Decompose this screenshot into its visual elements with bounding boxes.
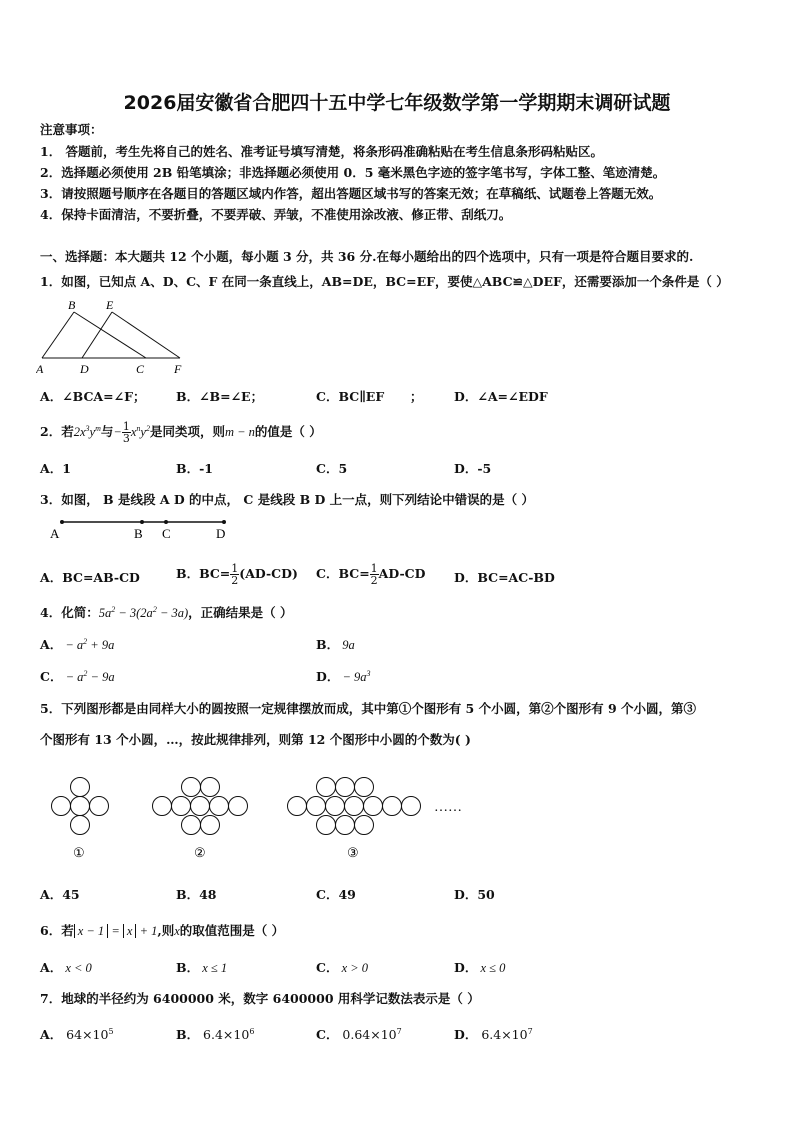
circle-pattern-figure (40, 775, 490, 865)
q6-option-d: D． x ≤ 0 (454, 960, 506, 975)
q4-option-a: A． − $a^2 + 9a$ (40, 636, 115, 652)
q6-option-b: B． x ≤ 1 (176, 960, 228, 975)
q3-option-a: A．BC=AB-CD (40, 570, 140, 585)
label-fig-2: ② (194, 845, 206, 860)
question-4-stem: 4．化简：$5a^2 - 3(2a^2 - 3a)$，正确结果是（ ） (40, 604, 293, 620)
ellipsis: …… (434, 800, 462, 815)
notice-heading: 注意事项： (40, 122, 103, 137)
q5-option-c: C．49 (316, 887, 356, 902)
q3-option-b: B．BC= $\frac{1}{2}$ (AD-CD) (176, 562, 298, 587)
page-title: 2026届安徽省合肥四十五中学七年级数学第一学期期末调研试题 (123, 92, 671, 114)
q6-option-a: A． x < 0 (40, 960, 92, 975)
notice-item: 1． 答题前，考生先将自己的姓名、准考证号填写清楚，将条形码准确粘贴在考生信息条形码粘贴区。 (40, 144, 604, 159)
label-c: C (162, 526, 171, 541)
label-d: D (216, 526, 226, 541)
section-heading: 一、选择题：本大题共 12 个小题，每小题 3 分，共 36 分.在每小题给出的四个选项中，只有一项是符合题目要求的. (40, 249, 694, 264)
question-1-stem: 1．如图，已知点 A、D、C、F 在同一条直线上，AB=DE，BC=EF，要使△ABC≌△DEF，还需要添加一个条件是（ ） (40, 274, 729, 289)
q4-option-b: B． 9a (316, 637, 355, 652)
q5-option-b: B．48 (176, 887, 217, 902)
q6-option-c: C． x > 0 (316, 960, 369, 975)
q1-option-a: A．∠BCA=∠F； (40, 389, 146, 404)
label-b: B (68, 298, 76, 312)
question-6-stem: 6．若 x − 1 = x + 1,则x的取值范围是（ ） (40, 923, 285, 938)
q1-option-c: C．BC∥EF (316, 389, 385, 404)
label-e: E (106, 298, 114, 312)
notice-item: 4．保持卡面清洁，不要折叠，不要弄破、弄皱，不准使用涂改液、修正带、刮纸刀。 (40, 207, 512, 222)
question-2-stem: 2．若$2x^3y^m$与− $\frac{1}{3}$ $x^ny^2$是同类项，则m − n的值是（ ） (40, 420, 322, 446)
q3-option-d: D．BC=AC-BD (454, 570, 555, 585)
label-a: A (36, 362, 44, 376)
notice-item: 2．选择题必须使用 2B 铅笔填涂；非选择题必须使用 0．5 毫米黑色字迹的签字笔书写，字体工整、笔迹清楚。 (40, 165, 666, 180)
q7-option-a: A． $64\times 10^5$ (40, 1026, 114, 1042)
q7-option-b: B． $6.4\times 10^6$ (176, 1026, 255, 1042)
label-c: C (136, 362, 145, 376)
segment-figure (44, 514, 244, 542)
q4-option-d: D． − $9a^3$ (316, 668, 371, 684)
q1-option-d: D．∠A=∠EDF (454, 389, 548, 404)
question-5-stem-line2: 个图形有 13 个小圆，…，按此规律排列，则第 12 个图形中小圆的个数为( ) (40, 732, 471, 747)
q2-option-c: C．5 (316, 461, 348, 476)
label-b: B (134, 526, 143, 541)
q3-option-c: C．BC= $\frac{1}{2}$ AD-CD (316, 562, 426, 587)
q2-option-d: D．-5 (454, 461, 492, 476)
label-a: A (50, 526, 60, 541)
question-5-stem-line1: 5．下列图形都是由同样大小的圆按照一定规律摆放而成，其中第①个图形有 5 个小圆，第②个图形有 9 个小圆，第③ (40, 701, 697, 716)
question-3-stem: 3．如图， B 是线段 A D 的中点， C 是线段 B D 上一点，则下列结论中错误的是（ ） (40, 492, 535, 507)
label-d: D (80, 362, 89, 376)
q7-option-d: D． $6.4\times 10^7$ (454, 1026, 533, 1042)
label-fig-1: ① (73, 845, 85, 860)
triangle-figure (36, 296, 196, 376)
label-f: F (174, 362, 182, 376)
q5-option-d: D．50 (454, 887, 495, 902)
question-7-stem: 7．地球的半径约为 6400000 米，数字 6400000 用科学记数法表示是（ ） (40, 991, 480, 1006)
q5-option-a: A．45 (40, 887, 80, 902)
q7-option-c: C． $0.64\times 10^7$ (316, 1026, 402, 1042)
notice-item: 3．请按照题号顺序在各题目的答题区域内作答，超出答题区域书写的答案无效；在草稿纸、试题卷上答题无效。 (40, 186, 662, 201)
fraction: $\frac{1}{3}$ (122, 420, 130, 446)
q2-option-a: A．1 (40, 461, 71, 476)
q1-option-b: B．∠B=∠E； (176, 389, 264, 404)
q1-option-sep: ； (410, 389, 423, 404)
q4-option-c: C． − $a^2 - 9a$ (40, 668, 115, 684)
label-fig-3: ③ (347, 845, 359, 860)
q2-option-b: B．-1 (176, 461, 213, 476)
